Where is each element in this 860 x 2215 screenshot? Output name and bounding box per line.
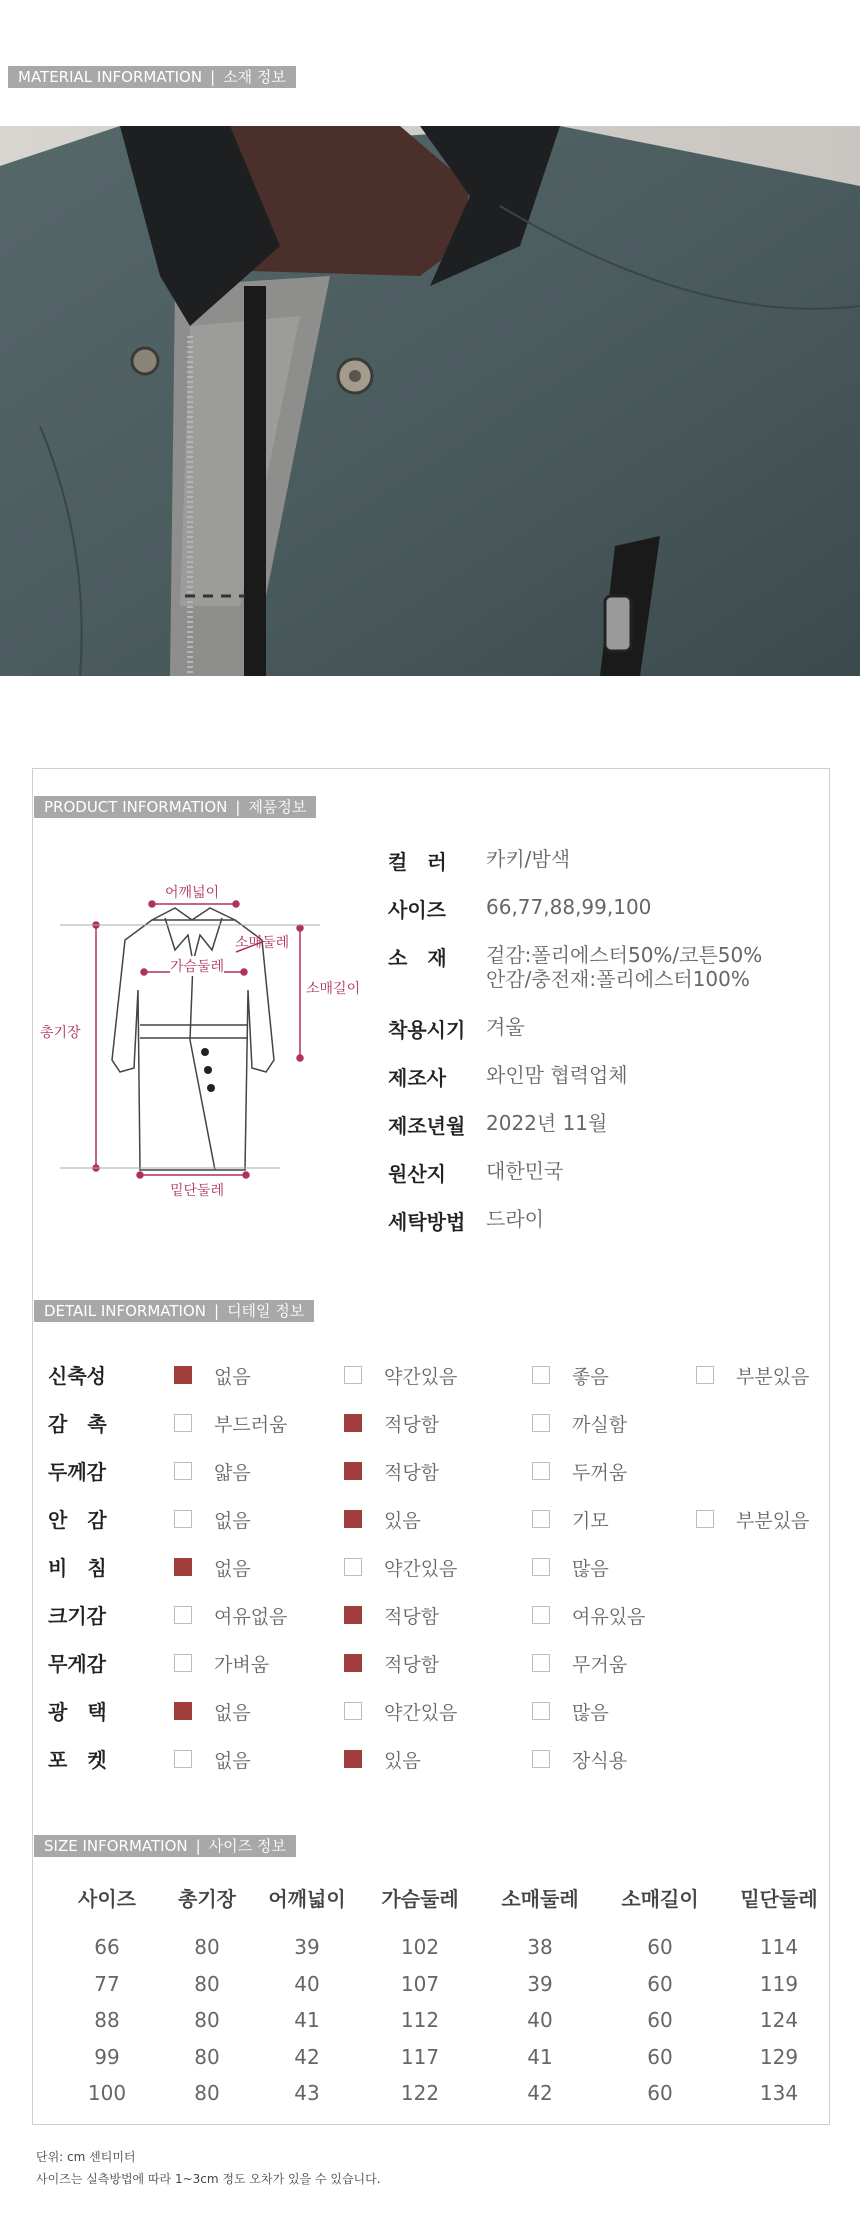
size-cell: 60: [647, 2008, 673, 2032]
detail-option-label: 장식용: [572, 1750, 628, 1772]
detail-option-label: 많음: [572, 1702, 609, 1724]
detail-option-label: 여유없음: [214, 1606, 288, 1628]
detail-checkbox[interactable]: [174, 1750, 192, 1768]
detail-checkbox[interactable]: [532, 1510, 550, 1528]
detail-row-label: 감 촉: [48, 1412, 107, 1436]
detail-checkbox[interactable]: [344, 1366, 362, 1384]
detail-option-label: 있음: [384, 1510, 421, 1532]
detail-checkbox[interactable]: [344, 1462, 362, 1480]
detail-section-tag: DETAIL INFORMATION | 디테일 정보: [34, 1300, 314, 1322]
size-cell: 114: [759, 1935, 799, 1959]
size-title-ko: 사이즈 정보: [208, 1837, 286, 1855]
size-cell: 60: [647, 1971, 673, 1996]
size-cell: 39: [527, 1971, 553, 1996]
detail-option-label: 까실함: [572, 1414, 628, 1436]
detail-option-label: 없음: [214, 1558, 251, 1580]
detail-option-label: 약간있음: [384, 1558, 458, 1580]
coat-outline: [40, 870, 370, 1210]
detail-option-label: 많음: [572, 1558, 609, 1580]
size-cell: 60: [647, 2081, 673, 2105]
size-cell: 66: [94, 1935, 120, 1959]
size-header-cell: 소매둘레: [501, 1887, 579, 1911]
product-title-ko: 제품정보: [248, 798, 307, 816]
size-header-cell: 가슴둘레: [381, 1887, 459, 1911]
size-cell: 99: [94, 2044, 120, 2069]
product-title-en: PRODUCT INFORMATION: [44, 798, 228, 816]
size-cell: 134: [759, 2081, 799, 2105]
size-cell: 40: [527, 2008, 553, 2032]
detail-checkbox[interactable]: [696, 1510, 714, 1528]
detail-option-label: 여유있음: [572, 1606, 646, 1628]
detail-checkbox[interactable]: [174, 1606, 192, 1624]
product-section-tag: PRODUCT INFORMATION | 제품정보: [34, 796, 316, 818]
detail-checkbox[interactable]: [532, 1366, 550, 1384]
detail-checkbox[interactable]: [174, 1510, 192, 1528]
size-cell: 41: [527, 2044, 553, 2069]
size-cell: 112: [400, 2008, 440, 2032]
detail-row-label: 안 감: [48, 1508, 107, 1532]
detail-row-label: 두께감: [48, 1460, 106, 1484]
detail-checkbox[interactable]: [344, 1702, 362, 1720]
size-cell: 122: [400, 2081, 440, 2105]
detail-row-label: 포 켓: [48, 1748, 107, 1772]
detail-option-label: 부분있음: [736, 1366, 810, 1388]
size-cell: 42: [527, 2081, 553, 2105]
size-cell: 80: [194, 2081, 220, 2105]
label-chest: 가슴둘레: [170, 956, 224, 976]
detail-row-label: 비 침: [48, 1556, 107, 1580]
size-cell: 107: [400, 1971, 440, 1996]
size-header-cell: 어깨넓이: [268, 1887, 346, 1911]
detail-option-label: 좋음: [572, 1366, 609, 1388]
size-header-cell: 밑단둘레: [740, 1887, 818, 1911]
material-section-tag: MATERIAL INFORMATION | 소재 정보: [8, 66, 296, 88]
detail-checkbox[interactable]: [532, 1702, 550, 1720]
detail-row-label: 광 택: [48, 1700, 107, 1724]
detail-option-label: 가벼움: [214, 1654, 270, 1676]
detail-option-label: 무거움: [572, 1654, 628, 1676]
spec-value: 겨울: [486, 1015, 525, 1039]
spec-label: 제조사: [388, 1066, 446, 1090]
detail-checkbox[interactable]: [532, 1750, 550, 1768]
spec-value-line2: 안감/충전재:폴리에스터100%: [486, 967, 750, 991]
label-shoulder: 어깨넓이: [165, 885, 220, 901]
detail-checkbox[interactable]: [344, 1750, 362, 1768]
size-cell: 80: [194, 1935, 220, 1959]
tolerance-note: 사이즈는 실측방법에 따라 1~3cm 정도 오차가 있을 수 있습니다.: [36, 2172, 381, 2186]
detail-checkbox[interactable]: [174, 1654, 192, 1672]
unit-note: 단위: cm 센티미터: [36, 2150, 136, 2164]
detail-option-label: 적당함: [384, 1462, 440, 1484]
jacket-detail-photo: [0, 126, 860, 676]
spec-label: 컬 러: [388, 850, 447, 874]
size-cell: 41: [294, 2008, 320, 2032]
detail-checkbox[interactable]: [532, 1558, 550, 1576]
detail-option-label: 얇음: [214, 1462, 251, 1484]
size-cell: 88: [94, 2008, 120, 2032]
detail-row-label: 무게감: [48, 1652, 106, 1676]
spec-value: 2022년 11월: [486, 1111, 608, 1135]
size-cell: 129: [759, 2044, 799, 2069]
size-cell: 80: [194, 2044, 220, 2069]
detail-checkbox[interactable]: [532, 1462, 550, 1480]
detail-checkbox[interactable]: [174, 1414, 192, 1432]
size-header-cell: 사이즈: [78, 1887, 136, 1911]
size-cell: 40: [294, 1971, 320, 1996]
label-total-len: 총기장: [40, 1025, 81, 1041]
detail-option-label: 적당함: [384, 1654, 440, 1676]
size-cell: 77: [94, 1971, 120, 1996]
detail-row-label: 신축성: [48, 1364, 106, 1388]
size-cell: 43: [294, 2081, 320, 2105]
detail-checkbox[interactable]: [174, 1702, 192, 1720]
material-title-ko: 소재 정보: [223, 68, 286, 86]
spec-label: 원산지: [388, 1162, 446, 1186]
detail-checkbox[interactable]: [532, 1606, 550, 1624]
detail-checkbox[interactable]: [174, 1462, 192, 1480]
detail-option-label: 기모: [572, 1510, 609, 1532]
spec-value: 카키/밤색: [486, 847, 571, 871]
spec-value: 드라이: [486, 1207, 544, 1231]
detail-checkbox[interactable]: [532, 1414, 550, 1432]
label-sleeve-circ: 소매둘레: [235, 935, 290, 951]
label-sleeve-len: 소매길이: [306, 981, 361, 997]
spec-value: 대한민국: [486, 1159, 564, 1183]
detail-checkbox[interactable]: [344, 1654, 362, 1672]
size-cell: 60: [647, 2044, 673, 2069]
detail-checkbox[interactable]: [344, 1510, 362, 1528]
material-title-en: MATERIAL INFORMATION: [18, 68, 203, 86]
size-cell: 42: [294, 2044, 320, 2069]
detail-checkbox[interactable]: [344, 1606, 362, 1624]
size-header-cell: 소매길이: [621, 1887, 699, 1911]
size-cell: 80: [194, 1971, 220, 1996]
detail-option-label: 적당함: [384, 1414, 440, 1436]
spec-label: 착용시기: [388, 1018, 466, 1042]
detail-checkbox[interactable]: [344, 1414, 362, 1432]
detail-option-label: 있음: [384, 1750, 421, 1772]
spec-value: 와인맘 협력업체: [486, 1063, 628, 1087]
label-hem: 밑단둘레: [170, 1183, 225, 1199]
detail-row-label: 크기감: [48, 1604, 106, 1628]
spec-label: 세탁방법: [388, 1210, 466, 1234]
detail-option-label: 없음: [214, 1366, 251, 1388]
size-cell: 117: [400, 2044, 440, 2069]
detail-checkbox[interactable]: [344, 1558, 362, 1576]
size-header-cell: 총기장: [178, 1887, 236, 1911]
coat-measurement-diagram: [40, 870, 370, 1210]
size-cell: 102: [400, 1935, 440, 1959]
detail-checkbox[interactable]: [174, 1366, 192, 1384]
detail-option-label: 두꺼움: [572, 1462, 628, 1484]
size-cell: 60: [647, 1935, 673, 1959]
detail-option-label: 없음: [214, 1702, 251, 1724]
detail-option-label: 적당함: [384, 1606, 440, 1628]
size-cell: 39: [294, 1935, 320, 1959]
detail-title-en: DETAIL INFORMATION: [44, 1302, 206, 1320]
detail-option-label: 없음: [214, 1510, 251, 1532]
size-section-tag: SIZE INFORMATION | 사이즈 정보: [34, 1835, 296, 1857]
spec-value: 66,77,88,99,100: [486, 895, 652, 919]
size-cell: 124: [759, 2008, 799, 2032]
detail-option-label: 부드러움: [214, 1414, 288, 1436]
spec-label: 소 재: [388, 946, 447, 970]
detail-option-label: 부분있음: [736, 1510, 810, 1532]
spec-label: 사이즈: [388, 898, 446, 922]
detail-title-ko: 디테일 정보: [227, 1302, 305, 1320]
detail-checkbox[interactable]: [696, 1366, 714, 1384]
size-cell: 100: [87, 2081, 127, 2105]
size-cell: 119: [759, 1971, 799, 1996]
detail-checkbox[interactable]: [174, 1558, 192, 1576]
detail-option-label: 없음: [214, 1750, 251, 1772]
detail-checkbox[interactable]: [532, 1654, 550, 1672]
size-cell: 80: [194, 2008, 220, 2032]
detail-option-label: 약간있음: [384, 1702, 458, 1724]
spec-value: 겉감:폴리에스터50%/코튼50%: [486, 943, 763, 967]
size-title-en: SIZE INFORMATION: [44, 1837, 188, 1855]
detail-option-label: 약간있음: [384, 1366, 458, 1388]
spec-label: 제조년월: [388, 1114, 466, 1138]
size-cell: 38: [527, 1935, 553, 1959]
